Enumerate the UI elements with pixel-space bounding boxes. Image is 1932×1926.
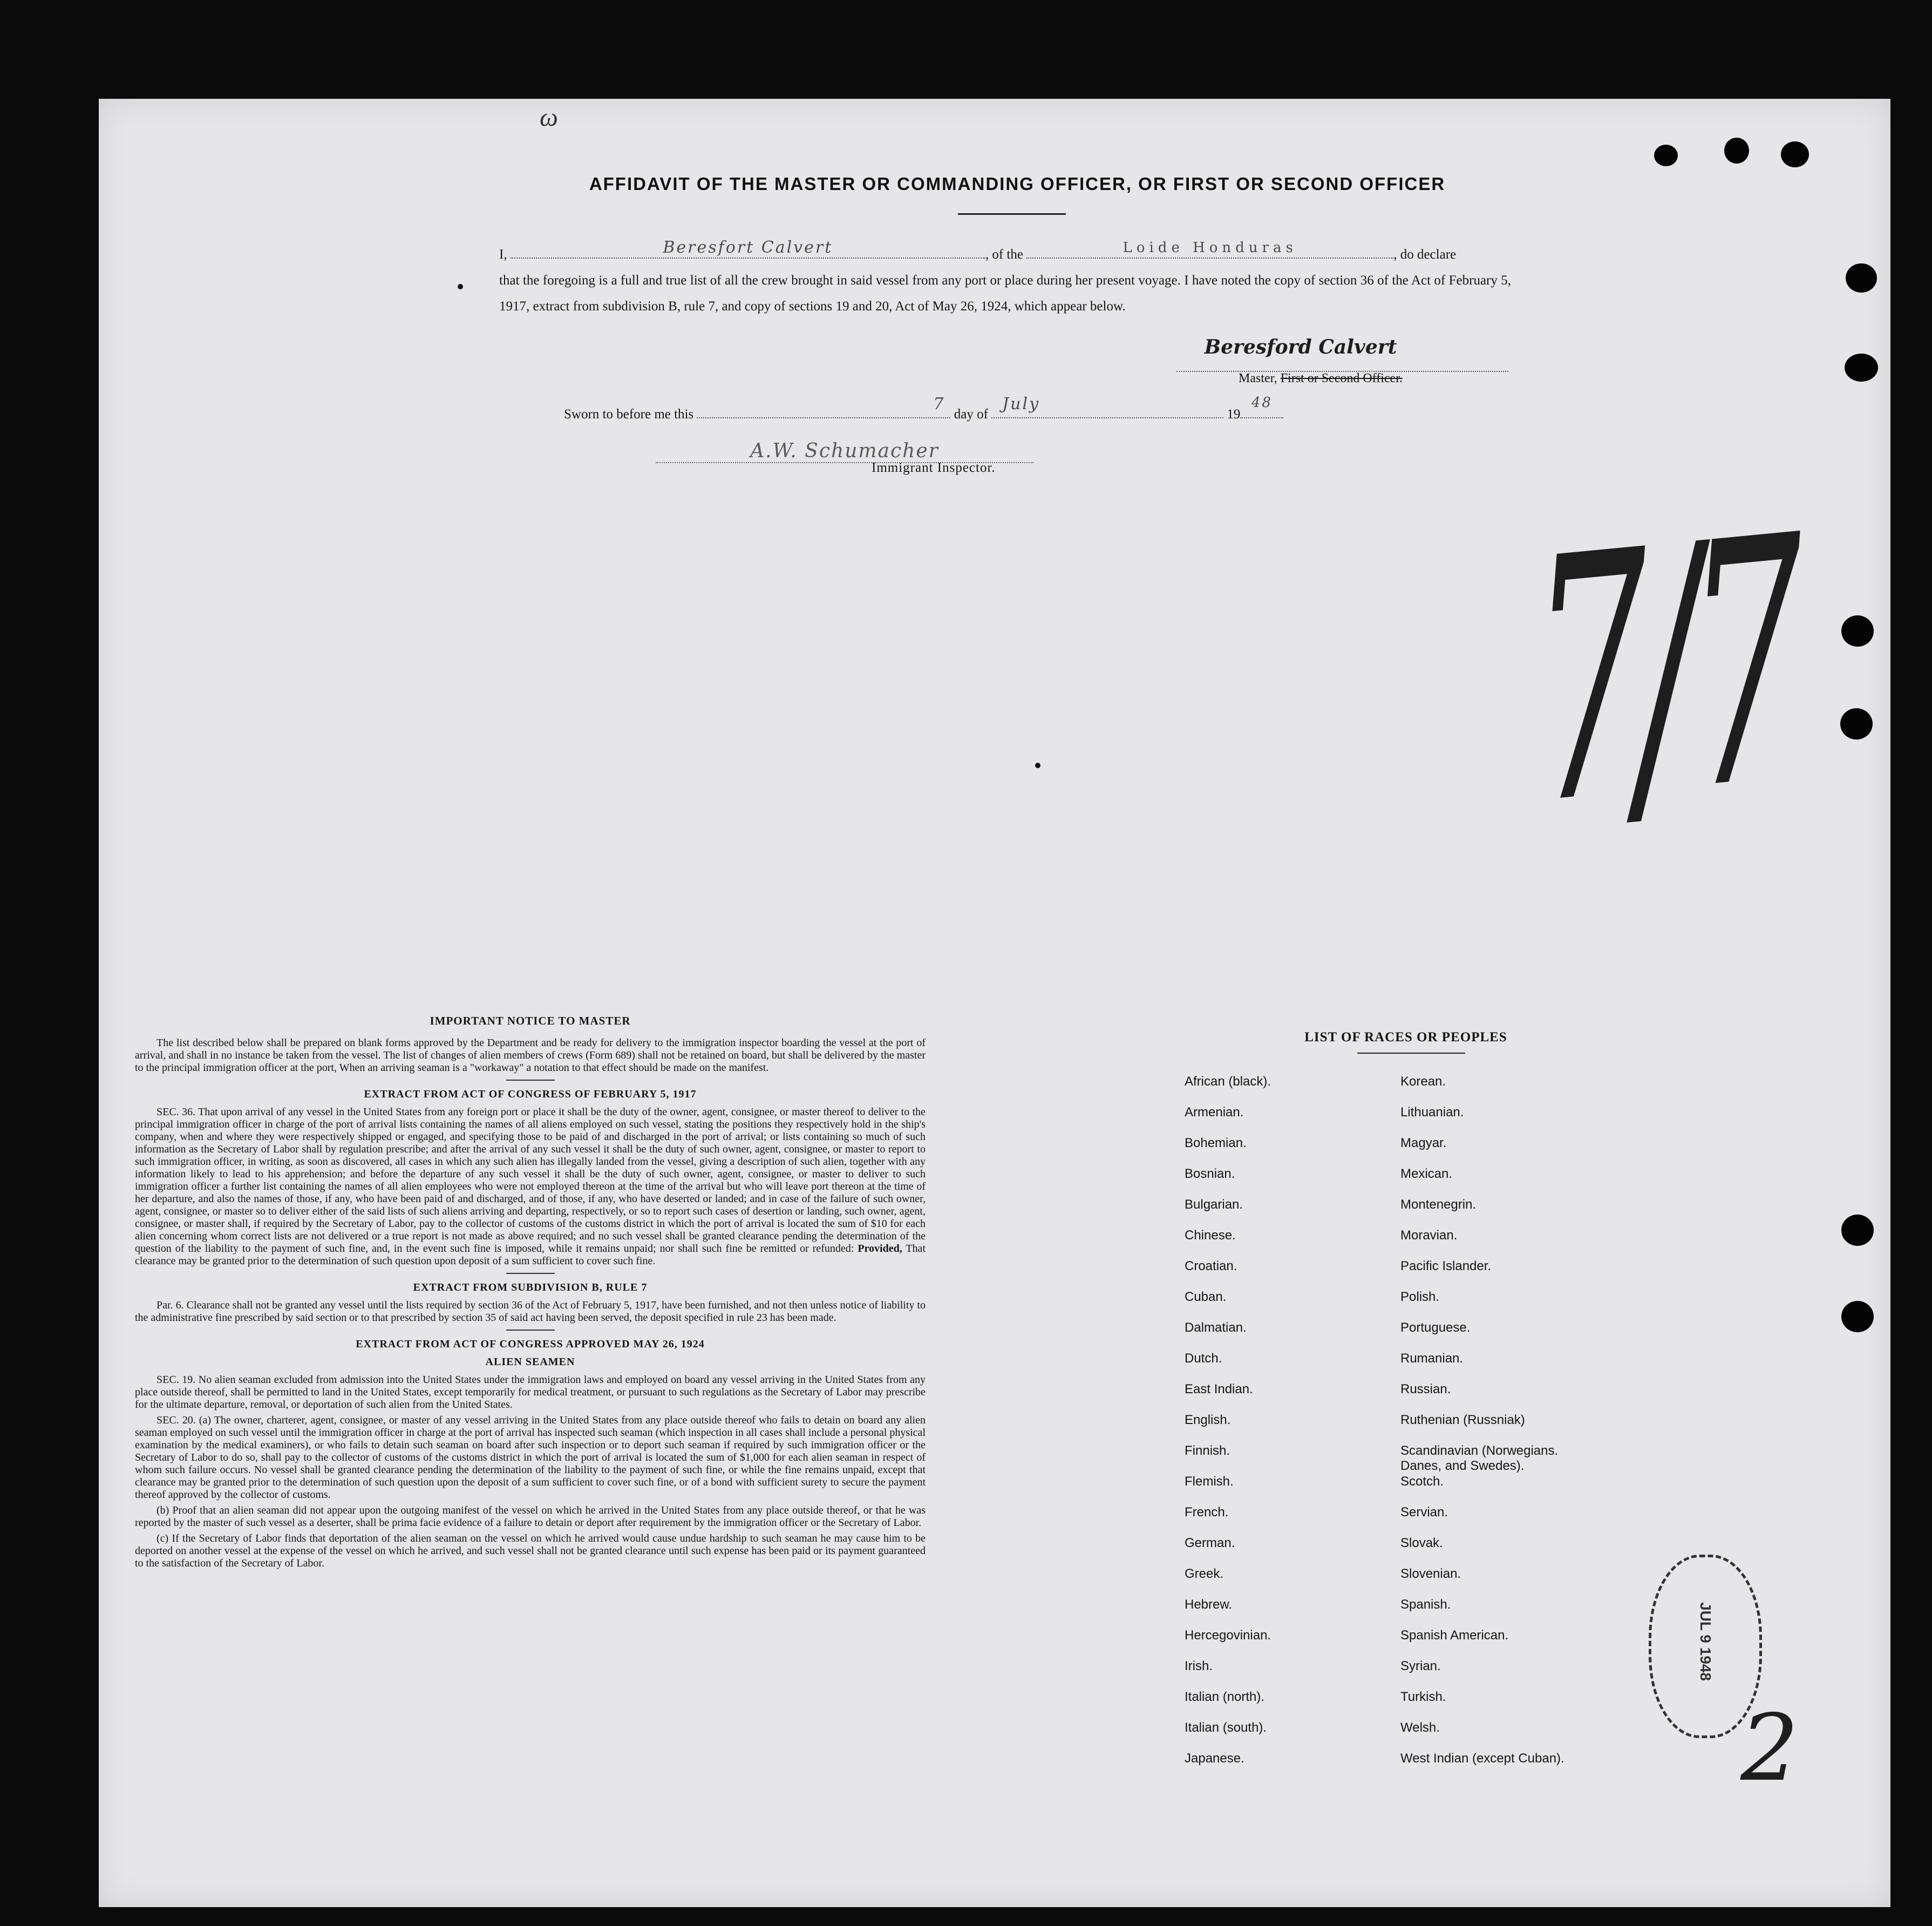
sworn-day-handwritten: 7 bbox=[933, 395, 945, 413]
race-item: Cuban. bbox=[1185, 1290, 1227, 1304]
sworn-month-field bbox=[991, 395, 1223, 418]
race-item: Servian. bbox=[1400, 1505, 1448, 1520]
alien-seamen-heading: ALIEN SEAMEN bbox=[485, 1356, 575, 1368]
ink-dot bbox=[1035, 763, 1040, 768]
punch-hole bbox=[1846, 263, 1877, 293]
section-rule bbox=[506, 1273, 555, 1274]
stamp-text: JUL 9 1948 bbox=[1697, 1602, 1714, 1681]
day-of-label: day of bbox=[954, 407, 988, 422]
race-item: Armenian. bbox=[1185, 1105, 1244, 1120]
vessel-name-field bbox=[1026, 242, 1393, 259]
race-item: Scandinavian (Norwegians. Danes, and Swedes). bbox=[1400, 1443, 1559, 1473]
race-item: Turkish. bbox=[1400, 1690, 1446, 1704]
race-item: Russian. bbox=[1400, 1382, 1451, 1396]
notice-intro: The list described below shall be prepared on blank forms approved by the Department and be ready for delivery to the immigration inspector boarding the vessel at the port of arrival, and shall in no instance be taken from the vessel. The list of changes of alien members of crews (Form 689) shall not be retained on board, but shall be delivered by the master to the principal immigration officer at the port, When an arriving seaman is a "workaway" a notation to that effect should be made on the manifest. bbox=[135, 1037, 926, 1074]
punch-hole bbox=[1841, 615, 1874, 647]
race-item: Korean. bbox=[1400, 1074, 1446, 1089]
sworn-month-handwritten: July bbox=[1002, 395, 1040, 413]
race-item: Scotch. bbox=[1400, 1474, 1444, 1489]
race-item: Portuguese. bbox=[1400, 1320, 1471, 1335]
race-item: Mexican. bbox=[1400, 1167, 1453, 1181]
punch-hole bbox=[1841, 1301, 1874, 1332]
master-signature: Beresford Calvert bbox=[1204, 336, 1397, 358]
par-6-text: Par. 6. Clearance shall not be granted any vessel until the lists required by section 36 of the Act of February 5, 1917, have been furnished, and not then unless notice of liability to the administrative fine prescribed by said section or to that prescribed by section 35 of said act having been served, the deposit specified in rule 23 has been made. bbox=[135, 1299, 926, 1324]
race-item: Moravian. bbox=[1400, 1228, 1458, 1243]
race-item: Rumanian. bbox=[1400, 1351, 1464, 1366]
race-item: Welsh. bbox=[1400, 1720, 1440, 1735]
race-item: Italian (south). bbox=[1185, 1720, 1267, 1735]
race-item: Montenegrin. bbox=[1400, 1197, 1477, 1212]
do-declare-label: , do declare bbox=[1393, 247, 1457, 262]
races-rule bbox=[1357, 1053, 1465, 1054]
punch-hole bbox=[1724, 138, 1749, 164]
inspector-signature: A.W. Schumacher bbox=[656, 440, 1033, 463]
sec-20b-text: (b) Proof that an alien seaman did not appear upon the outgoing manifest of the vessel on which he arrived in the United States from any place outside thereof, or that he was reported by the master of such vessel as a deserter, shall be prima facie evidence of a failure to detain or deport after requirement by the immigration officer or the Secretary of Labor. bbox=[135, 1504, 926, 1529]
sec-20c-text: (c) If the Secretary of Labor finds that deportation of the alien seaman on the vessel on which he arrived would cause undue hardship to such seaman he may cause him to be deported on another vessel at the expense of the vessel on which he arrived, and such vessel shall not be granted clearance until such expense has been paid or its payment guaranteed to the satisfaction of the Secretary of Labor. bbox=[135, 1532, 926, 1569]
race-item: Magyar. bbox=[1400, 1136, 1447, 1150]
declaration-body: that the foregoing is a full and true list of all the crew brought in said vessel from any port or place during her present voyage. I have noted the copy of section 36 of the Act of February 5, 1917, extract from subdivision B, rule 7, and copy of sections 19 and 20, Act of May 26, 1924, which appear below. bbox=[499, 273, 1511, 314]
caption-master: Master, bbox=[1239, 371, 1277, 385]
inspector-caption: Immigrant Inspector. bbox=[872, 460, 996, 475]
vessel-name-handwritten: Loide Honduras bbox=[1123, 240, 1297, 256]
punch-hole bbox=[1841, 1215, 1874, 1246]
race-item: Dutch. bbox=[1185, 1351, 1222, 1366]
races-heading: LIST OF RACES OR PEOPLES bbox=[1304, 1030, 1507, 1045]
top-margin-mark: ω bbox=[540, 103, 558, 132]
race-item: Bosnian. bbox=[1185, 1167, 1235, 1181]
race-item: Spanish. bbox=[1400, 1597, 1451, 1612]
title-rule bbox=[958, 213, 1066, 215]
of-the-label: , of the bbox=[985, 247, 1023, 262]
race-item: English. bbox=[1185, 1413, 1231, 1427]
sec-36-text bbox=[135, 1106, 926, 1267]
handwritten-page-number: 7/7 bbox=[1526, 466, 1798, 880]
section-rule bbox=[506, 1080, 555, 1081]
race-item: Japanese. bbox=[1185, 1751, 1244, 1766]
race-item: Spanish American. bbox=[1400, 1628, 1509, 1643]
race-item: East Indian. bbox=[1185, 1382, 1253, 1396]
sec-19-text: SEC. 19. No alien seaman excluded from admission into the United States under the immigration laws and employed on board any vessel arriving in the United States from any place outside thereof, shall be permitted to land in the United States, except temporarily for medical treatment, or pursuant to such regulations as the Secretary of Labor may prescribe for the ultimate departure, removal, or deportation of such alien from the United States. bbox=[135, 1374, 926, 1410]
notice-heading: IMPORTANT NOTICE TO MASTER bbox=[430, 1014, 631, 1027]
extract-1924-heading: EXTRACT FROM ACT OF CONGRESS APPROVED MAY 26, 1924 bbox=[356, 1338, 705, 1350]
race-item: Flemish. bbox=[1185, 1474, 1234, 1489]
master-name-field bbox=[511, 238, 985, 259]
sworn-line bbox=[564, 395, 1373, 422]
punch-hole bbox=[1840, 708, 1873, 740]
race-item: Syrian. bbox=[1400, 1659, 1441, 1673]
races-list bbox=[1185, 1074, 1627, 1782]
race-item: Hebrew. bbox=[1185, 1597, 1233, 1612]
extract-rule7-heading: EXTRACT FROM SUBDIVISION B, RULE 7 bbox=[413, 1281, 648, 1293]
race-item: Bohemian. bbox=[1185, 1136, 1247, 1150]
master-name-handwritten: Beresfort Calvert bbox=[663, 238, 833, 257]
sworn-prefix: Sworn to before me this bbox=[564, 407, 694, 422]
extract-1917-heading: EXTRACT FROM ACT OF CONGRESS OF FEBRUARY 5, 1917 bbox=[364, 1088, 697, 1100]
race-item: Lithuanian. bbox=[1400, 1105, 1464, 1120]
race-item: German. bbox=[1185, 1536, 1235, 1550]
punch-hole bbox=[1845, 354, 1878, 382]
race-item: West Indian (except Cuban). bbox=[1400, 1751, 1564, 1766]
race-item: Dalmatian. bbox=[1185, 1320, 1247, 1335]
punch-hole bbox=[1654, 145, 1678, 166]
notice-to-master bbox=[135, 1015, 926, 1573]
section-rule bbox=[506, 1330, 555, 1331]
caption-struck-officers: First or Second Officer. bbox=[1280, 371, 1403, 385]
race-item: French. bbox=[1185, 1505, 1229, 1520]
year-field bbox=[1240, 395, 1283, 418]
race-item: Finnish. bbox=[1185, 1443, 1230, 1458]
ink-dot bbox=[458, 284, 463, 289]
race-item: Ruthenian (Russniak) bbox=[1400, 1413, 1525, 1427]
sworn-day-field bbox=[697, 395, 950, 418]
race-item: Slovenian. bbox=[1400, 1566, 1461, 1581]
declaration bbox=[499, 238, 1511, 320]
race-item: Bulgarian. bbox=[1185, 1197, 1243, 1212]
race-item: African (black). bbox=[1185, 1074, 1271, 1089]
race-item: Greek. bbox=[1185, 1566, 1224, 1581]
sec-20a-text: SEC. 20. (a) The owner, charterer, agent, consignee, or master of any vessel arriving in the United States from any place outside thereof who fails to detain on board any alien seaman employed on such vessel until the immigration officer in charge at the port of arrival has inspected such seaman (which inspection in all cases shall include a personal physical examination by the medical examiners), or who fails to detain such seaman on board after such inspection or to deport such seaman if required by such immigration officer or the Secretary of Labor to do so, shall pay to the collector of customs of the customs district in which the port of arrival is located the sum of $1,000 for each alien seaman in respect of whom such failure occurs. No vessel shall be granted clearance pending the determination of the liability to the payment of such fine, or while the fine remains unpaid, except that clearance may be granted prior to the determination of such question upon the deposit of a sum sufficient to cover such fine, or of a bond with sufficient surety to secure the payment thereof approved by the collector of customs. bbox=[135, 1414, 926, 1501]
year-handwritten: 48 bbox=[1251, 395, 1273, 411]
handwritten-mark-2: 2 bbox=[1740, 1695, 1799, 1802]
race-item: Slovak. bbox=[1400, 1536, 1443, 1550]
year-prefix: 19 bbox=[1227, 407, 1241, 422]
race-item: Polish. bbox=[1400, 1290, 1440, 1304]
affidavit-title: AFFIDAVIT OF THE MASTER OR COMMANDING OFFICER, OR FIRST OR SECOND OFFICER bbox=[589, 174, 1446, 194]
race-item: Chinese. bbox=[1185, 1228, 1236, 1243]
race-item: Pacific Islander. bbox=[1400, 1259, 1492, 1273]
race-item: Croatian. bbox=[1185, 1259, 1237, 1273]
i-label: I, bbox=[499, 247, 507, 262]
sec-36-body: SEC. 36. That upon arrival of any vessel in the United States from any foreign port or place it shall be the duty of the owner, agent, consignee, or master thereof to deliver to the principal immigration officer in charge of the port of arrival lists containing the names of all aliens employed on such vessel, stating the positions they respectively hold in the ship's company, when and where they were respectively shipped or engaged, and specifying those to be paid of and discharged in the port of arrival; or lists containing so much of such information as the Secretary of Labor shall by regulation prescribe; and after the arrival of any such vessel it shall be the duty of such owner, agent, consignee, or master to report to such immigration officer, in writing, as soon as discovered, all cases in which any such alien has illegally landed from the vessel, giving a description of such alien, together with any information likely to lead to his apprehension; and before the departure of any such vessel it shall be the duty of such owner, agent, consignee, or master to deliver to such immigration officer a further list containing the names of all alien employees who were not employed thereon at the time of the arrival but who will leave port thereon at the time of her departure, and also the names of those, if any, who have been paid of and discharged, and of those, if any, who have deserted or landed; and in case of the failure of such owner, agent, consignee, or master so to deliver either of the said lists of such aliens arriving and departing, respectively, or so to report such cases of desertion or landing, such owner, agent, consignee, or master shall, if required by the Secretary of Labor, pay to the collector of customs of the customs district in which the port of arrival is located the sum of $10 for each alien concerning whom correct lists are not delivered or a true report is not made as above required; and no such vessel shall be granted clearance pending the determination of the question of the liability to the payment of such fine, and, in the event such fine is imposed, while it remains unpaid; nor shall such fine be remitted or refunded: bbox=[135, 1106, 926, 1254]
race-item: Italian (north). bbox=[1185, 1690, 1265, 1704]
signature-caption bbox=[1239, 371, 1403, 386]
sec-36-provided: Provided, bbox=[858, 1243, 902, 1254]
race-item: Irish. bbox=[1185, 1659, 1213, 1673]
punch-hole bbox=[1781, 141, 1809, 167]
sec-36-end: That clearance may be granted prior to the determination of such question upon deposit of a sum sufficient to cover such fine. bbox=[135, 1243, 926, 1267]
race-item: Hercegovinian. bbox=[1185, 1628, 1271, 1643]
